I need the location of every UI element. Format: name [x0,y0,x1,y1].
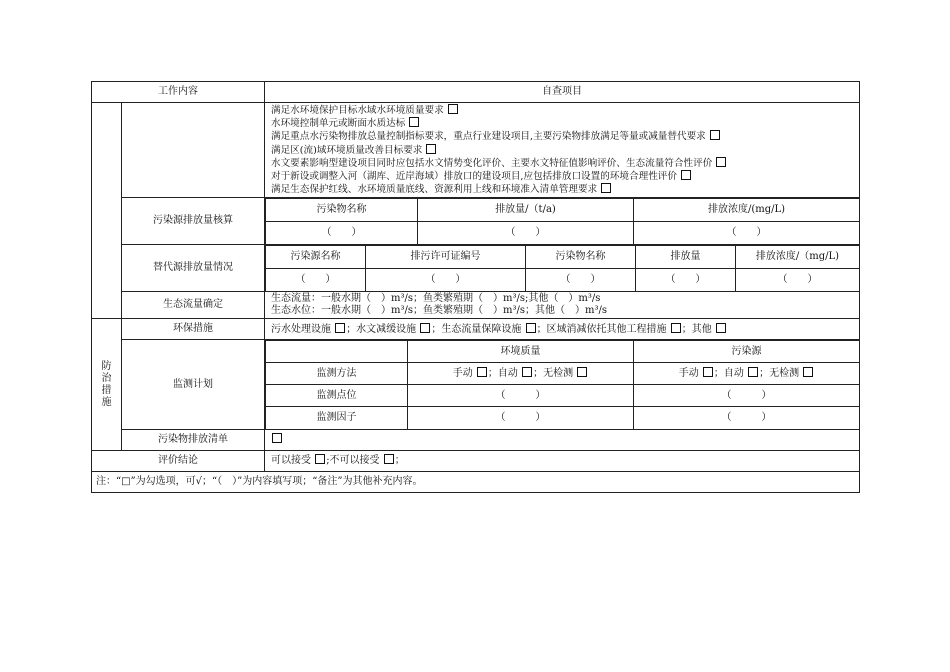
checkbox[interactable] [272,433,282,443]
src-point-field[interactable]: （ ） [634,385,860,407]
env-measures-label: 环保措施 [122,319,265,340]
emission-concentration-field[interactable]: （ ） [634,222,860,245]
emission-amount-field[interactable]: （ ） [636,269,736,292]
eco-water-level-line: 生态水位：一般水期（ ）m³/s；鱼类繁殖期（ ）m³/s；其他（ ）m³/s [271,305,607,317]
checkbox[interactable] [716,157,726,167]
env-point-field[interactable]: （ ） [408,385,634,407]
emission-concentration-field[interactable]: （ ） [736,269,860,292]
col-emission-concentration: 排放浓度/(mg/L) [634,199,860,222]
src-factor-field[interactable]: （ ） [634,407,860,429]
pollutant-source-label: 污染源排放量核算 [122,198,265,245]
checkbox[interactable] [601,183,611,193]
conclusion-options: 可以接受 ;不可以接受 ； [265,450,860,471]
requirement-item: 满足水环境保护目标水域水环境质量要求 [271,104,859,117]
checkbox[interactable] [409,117,419,127]
col-source-name: 污染源名称 [266,246,366,269]
requirement-item: 水文要素影响型建设项目同时应包括水文情势变化评价、主要水文特征值影响评价、生态流量符合性评价 [271,157,859,170]
checkbox[interactable] [748,367,758,377]
checkbox[interactable] [703,367,713,377]
checkbox[interactable] [577,367,587,377]
self-check-table [91,81,860,493]
emission-amount-field[interactable]: （ ） [418,222,634,245]
note-row [92,471,860,492]
eco-flow-line: 生态流量：一般水期（ ）m³/s；鱼类繁殖期（ ）m³/s;其他（ ）m³/s [271,293,601,305]
monitoring-factor-label: 监测因子 [266,407,408,429]
replacement-source-row [92,245,860,292]
env-method-options: 手动 ；自动 ；无检测 [408,363,634,385]
header-self-check: 自查项目 [265,82,860,103]
checkbox[interactable] [384,454,394,464]
monitoring-point-label: 监测点位 [266,385,408,407]
monitoring-method-label: 监测方法 [266,363,408,385]
emission-list-options [265,429,860,450]
requirements-label-cell [122,103,265,198]
col-pollutant-name: 污染物名称 [266,199,418,222]
self-check-form [91,81,859,493]
col-emission-concentration: 排放浓度/（mg/L) [736,246,860,269]
left-blank-cell [92,103,122,319]
eco-flow-row [92,292,860,319]
src-method-options: 手动 ；自动 ；无检测 [634,363,860,385]
checkbox[interactable] [426,144,436,154]
pollutant-name-field[interactable]: （ ） [526,269,636,292]
source-name-field[interactable]: （ ） [266,269,366,292]
checkbox[interactable] [681,170,691,180]
replacement-source-grid [265,245,860,292]
emission-list-label: 污染物排放清单 [122,429,265,450]
checkbox[interactable] [803,367,813,377]
monitoring-plan-label: 监测计划 [122,340,265,430]
checkbox[interactable] [671,323,681,333]
checkbox[interactable] [335,323,345,333]
col-pollution-source: 污染源 [634,341,860,363]
requirements-row [92,103,860,198]
col-emission-amount: 排放量/（t/a) [418,199,634,222]
requirement-item: 满足生态保护红线、水环境质量底线、资源利用上线和环境准入清单管理要求 [271,183,859,196]
monitoring-plan-row [92,340,860,430]
permit-number-field[interactable]: （ ） [366,269,526,292]
checkbox[interactable] [315,454,325,464]
conclusion-row [92,450,860,471]
col-emission-amount: 排放量 [636,246,736,269]
requirement-item: 满足区(流)域环境质量改善目标要求 [271,144,859,157]
emission-list-row [92,429,860,450]
checkbox[interactable] [420,323,430,333]
table-header-row [92,82,860,103]
checkbox[interactable] [477,367,487,377]
requirement-item: 对于新设或调整入河（湖库、近岸海域）排放口的建设项目,应包括排放口设置的环境合理性评价 [271,170,859,183]
checkbox[interactable] [526,323,536,333]
replacement-source-label: 替代源排放量情况 [122,245,265,292]
eco-flow-label: 生态流量确定 [122,292,265,319]
col-env-quality: 环境质量 [408,341,634,363]
requirement-item: 水环境控制单元或断面水质达标 [271,117,859,130]
pollutant-name-field[interactable]: （ ） [266,222,418,245]
col-pollutant-name: 污染物名称 [526,246,636,269]
header-work-content: 工作内容 [92,82,265,103]
checkbox[interactable] [448,104,458,114]
eco-flow-values [265,292,860,319]
col-permit-number: 排污许可证编号 [366,246,526,269]
env-measures-row [92,319,860,340]
checkbox[interactable] [710,130,720,140]
env-measures-options: 污水处理设施 ；水文减缓设施 ；生态流量保障设施 ；区域消减依托其他工程措施 ；其他 [265,319,860,340]
prevention-group-label: 防 治 措 施 [92,319,122,451]
checkbox[interactable] [716,323,726,333]
pollutant-source-grid [265,198,860,245]
requirement-item: 满足重点水污染物排放总量控制指标要求，重点行业建设项目,主要污染物排放满足等量或减量替代要求 [271,130,859,143]
pollutant-source-row [92,198,860,245]
conclusion-label: 评价结论 [92,450,265,471]
monitoring-plan-grid [265,340,860,430]
checkbox[interactable] [522,367,532,377]
requirements-list [265,103,860,198]
table-note: 注：“□”为勾选项，可√；“（ ）”为内容填写项；“备注”为其他补充内容。 [92,471,860,492]
env-factor-field[interactable]: （ ） [408,407,634,429]
